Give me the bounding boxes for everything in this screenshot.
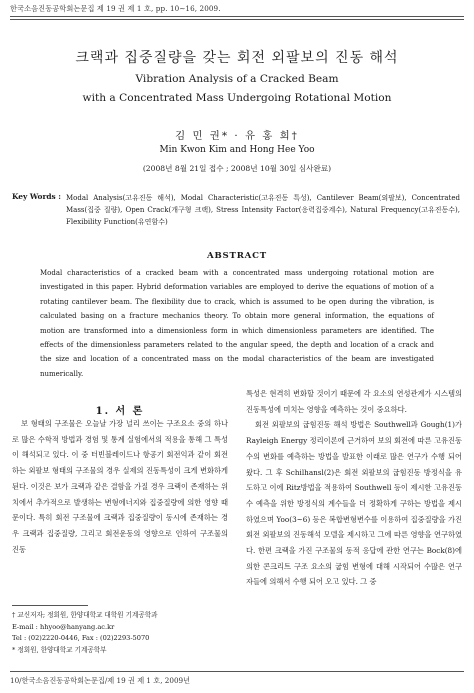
received-dates: (2008년 8월 21일 접수 ; 2008년 10월 30일 심사완료) [142,164,332,173]
footnote-member: * 정회원, 한양대학교 기계공학부 [12,645,107,654]
footnote-corresponding-author: † 교신저자; 정회원, 한양대학교 대학원 기계공학과 [12,611,158,619]
introduction-paragraph: 보 형태의 구조물은 오늘날 가장 널리 쓰이는 구조요소 중의 하나로 많은 수학적 방법과 경험 및 통계 실험에서의 적용을 통해 그 특성이 해석되고 있다. 이 중 터빈블레이드나 항공기 회전익과 같이 회전하는 외팔보 형태의 구조물의 경우 실제의 진동특성이 크게 변화하게 된다. 이것은 보가 크랙과 같은 결함을 가질 경우 크랙이 존재하는 위치에서 추가적으로 발생하는 변형에너지와 집중질량에 의한 영향 때문이다. 특히 회전 구조물에 크랙과 집중질량이 동시에 존재하는 경우 크랙과 집중질량, 그리고 회전운동의 영향으로 인하여 구조물의 진동 [12,419,228,554]
section-1-heading: 1. 서 론 [95,406,145,417]
right-column [246,386,462,590]
footnote-phone-fax: Tel : (02)2220-0446, Fax : (02)2293-5070 [12,634,150,643]
keywords-text: Modal Analysis(고유진동 해석), Modal Characteristic(고유진동 특성), Cantilever Beam(외팔보), Concentrated Mass(집중 질량), Open Crack(개구형 크랙), Stress Intensity Factor(응력집중계수), Natural Frequency(고유진동수), Flexibility Function(유연함수) [66,194,460,227]
english-title-line-2: with a Concentrated Mass Undergoing Rotational Motion [82,92,392,104]
keywords-label: Key Words : [12,192,61,201]
abstract-heading: ABSTRACT [207,251,267,261]
korean-title: 크랙과 집중질량을 갖는 회전 외팔보의 진동 해석 [75,50,399,66]
header-rule-bottom [10,19,464,20]
footnotes [12,610,228,656]
footnote-rule [12,605,88,606]
header-rule-top [10,16,464,17]
running-header: 한국소음진동공학회논문집 제 19 권 제 1 호, pp. 10∼16, 2009. [10,4,221,13]
abstract-body: Modal characteristics of a cracked beam with a concentrated mass undergoing rotational motion are investigated in this paper. Hybrid deformation variables are employed to derive the equations of motion of a rotating cantilever beam. The flexibility due to crack, which is assumed to be open during the vibration, is calculated basing on a fracture mechanics theory. To obtain more general information, the equations of motion are transformed into a dimensionless form in which dimensionless parameters are identified. The effects of the dimensionless parameters related to the angular speed, the depth and location of a crack and the size and location of a concentrated mass on the modal characteristics of the beam are investigated numerically. [40,269,434,378]
footnote-email: E-mail : hhyoo@hanyang.ac.kr [12,622,115,631]
page-footer: 10/한국소음진동공학회논문집/제 19 권 제 1 호, 2009년 [10,676,191,685]
right-paragraph-1: 특성은 현격히 변화할 것이기 때문에 각 요소의 연성관계가 시스템의 진동특성에 미치는 영향을 예측하는 것이 중요하다. [246,389,462,414]
english-title-line-1: Vibration Analysis of a Cracked Beam [135,73,339,85]
left-column [12,416,228,557]
footer-rule [10,671,464,672]
korean-authors: 김 민 권* · 유 홍 희† [175,130,299,142]
english-authors: Min Kwon Kim and Hong Hee Yoo [159,145,315,155]
right-paragraph-2: 회전 외팔보의 굽힘진동 해석 방법은 Southwell과 Gough(1)가 Rayleigh Energy 정리이론에 근거하여 보의 회전에 따른 고유진동수의 변화를 예측하는 방법을 발표한 이래로 많은 연구가 수행 되어왔다. 그 후 Schilhansl(2)은 회전 외팔보의 굽힘진동 방정식을 유도하고 이에 Ritz방법을 적용하여 Southwell 등이 제시한 고유진동수 예측을 위한 방정식의 계수들을 더 정확하게 구하는 방법을 제시하였으며 Yoo(3~6) 등은 복합변형변수를 이용하여 집중질량을 가진 회전 외팔보의 진동해석 모델을 제시하고 그에 따른 영향을 연구하였다. 한편 크랙을 가진 구조물의 동적 응답에 관한 연구는 Bock(8)에 의한 콘크리트 구조 요소의 굽힘 변형에 대해 시작되어 수많은 연구자들에 의해서 수행 되어 오고 있다. 그 중 [246,420,462,587]
